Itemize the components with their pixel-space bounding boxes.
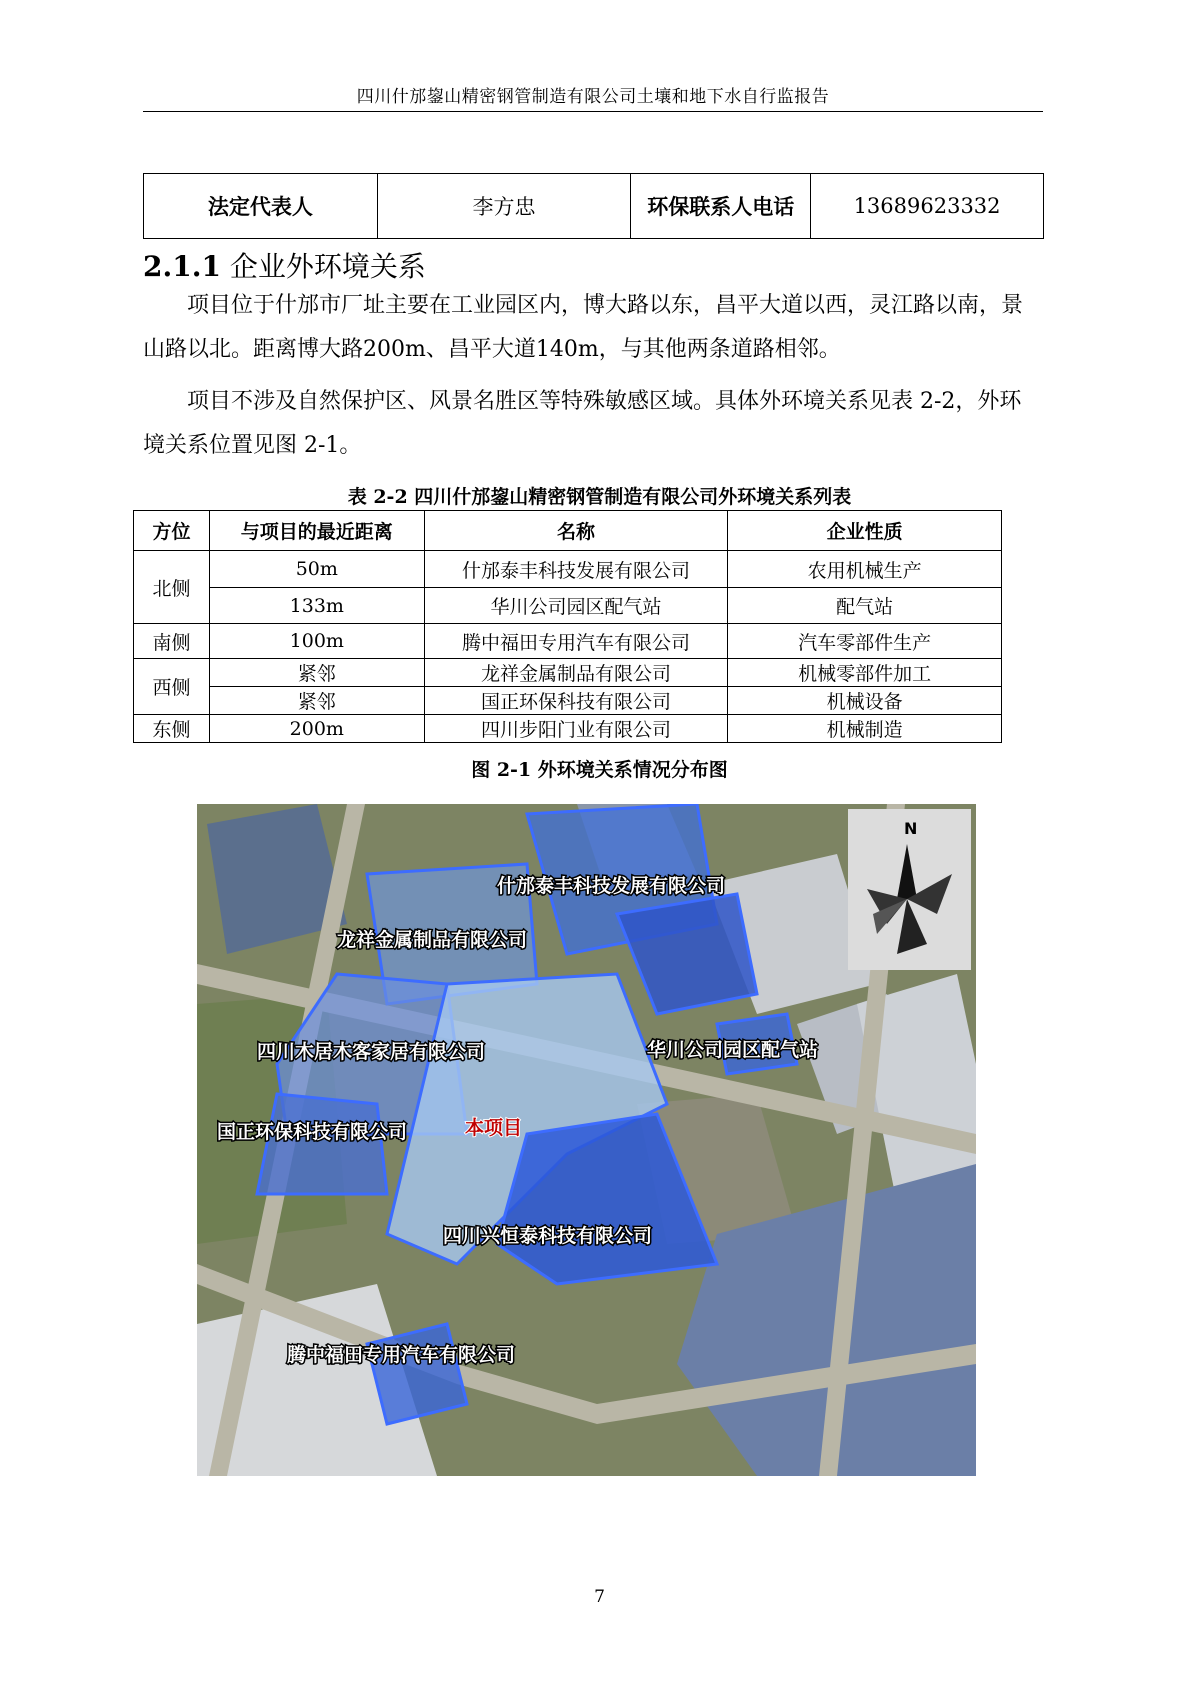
map-label-longxiang: 龙祥金属制品有限公司	[337, 929, 528, 951]
cell-nature: 农用机械生产	[728, 551, 1002, 588]
paragraph-location: 项目位于什邡市厂址主要在工业园区内，博大路以东，昌平大道以西，灵江路以南，景山路以北。距离博大路200m、昌平大道140m，与其他两条道路相邻。	[143, 293, 1024, 362]
cell-name: 什邡泰丰科技发展有限公司	[424, 551, 728, 588]
cell-nature: 机械制造	[728, 715, 1002, 743]
table-row	[134, 687, 1002, 715]
direction-north: 北侧	[134, 551, 210, 624]
cell-distance: 100m	[209, 624, 424, 659]
table-row	[144, 174, 1044, 239]
contact-phone-value: 13689623332	[811, 174, 1044, 239]
map-label-tengzhong: 腾中福田专用汽车有限公司	[287, 1344, 516, 1366]
section-number: 2.1.1	[143, 250, 221, 283]
table-row	[134, 624, 1002, 659]
cell-name: 华川公司园区配气站	[424, 588, 728, 624]
parcel-tengzhong	[367, 1324, 467, 1424]
table-row	[134, 659, 1002, 687]
cell-distance: 200m	[209, 715, 424, 743]
cell-distance: 紧邻	[209, 659, 424, 687]
cell-distance: 50m	[209, 551, 424, 588]
cell-nature: 机械零部件加工	[728, 659, 1002, 687]
cell-name: 腾中福田专用汽车有限公司	[424, 624, 728, 659]
table-row	[134, 715, 1002, 743]
cell-distance: 133m	[209, 588, 424, 624]
header-rule	[143, 111, 1043, 112]
direction-west: 西侧	[134, 659, 210, 715]
page-number: 7	[594, 1587, 605, 1607]
cell-name: 国正环保科技有限公司	[424, 687, 728, 715]
table-row	[134, 588, 1002, 624]
section-heading	[143, 245, 426, 285]
cell-name: 龙祥金属制品有限公司	[424, 659, 728, 687]
direction-south: 南侧	[134, 624, 210, 659]
parcel-guozheng	[257, 1094, 387, 1194]
map-label-mujumu: 四川木居木客家居有限公司	[257, 1041, 486, 1063]
cell-nature: 配气站	[728, 588, 1002, 624]
contact-phone-label: 环保联系人电话	[631, 174, 811, 239]
section-title: 企业外环境关系	[229, 250, 426, 283]
running-header: 四川什邡鋆山精密钢管制造有限公司土壤和地下水自行监报告	[356, 87, 830, 107]
relations-table	[133, 510, 1002, 743]
table-row	[134, 551, 1002, 588]
table-caption: 表 2-2 四川什邡鋆山精密钢管制造有限公司外环境关系列表	[347, 486, 852, 508]
cell-distance: 紧邻	[209, 687, 424, 715]
table-header-row	[134, 511, 1002, 551]
cell-nature: 汽车零部件生产	[728, 624, 1002, 659]
satellite-map	[197, 804, 976, 1476]
header-nature: 企业性质	[728, 511, 1002, 551]
figure-caption: 图 2-1 外环境关系情况分布图	[471, 759, 728, 781]
legal-rep-label: 法定代表人	[144, 174, 378, 239]
map-label-xinghengtai: 四川兴恒泰科技有限公司	[443, 1225, 653, 1247]
cell-name: 四川步阳门业有限公司	[424, 715, 728, 743]
map-label-huachuan: 华川公司园区配气站	[647, 1039, 819, 1061]
map-label-taifeng: 什邡泰丰科技发展有限公司	[497, 875, 726, 897]
cell-nature: 机械设备	[728, 687, 1002, 715]
legal-representative-table	[143, 173, 1044, 239]
header-name: 名称	[424, 511, 728, 551]
header-distance: 与项目的最近距离	[209, 511, 424, 551]
map-label-guozheng: 国正环保科技有限公司	[217, 1121, 408, 1143]
map-label-project: 本项目	[465, 1117, 523, 1139]
legal-rep-value: 李方忠	[377, 174, 631, 239]
paragraph-sensitivity: 项目不涉及自然保护区、风景名胜区等特殊敏感区域。具体外环境关系见表 2-2，外环境关系位置见图 2-1。	[143, 389, 1022, 458]
compass-north-label: N	[904, 819, 918, 838]
compass	[848, 809, 971, 970]
direction-east: 东侧	[134, 715, 210, 743]
header-direction: 方位	[134, 511, 210, 551]
